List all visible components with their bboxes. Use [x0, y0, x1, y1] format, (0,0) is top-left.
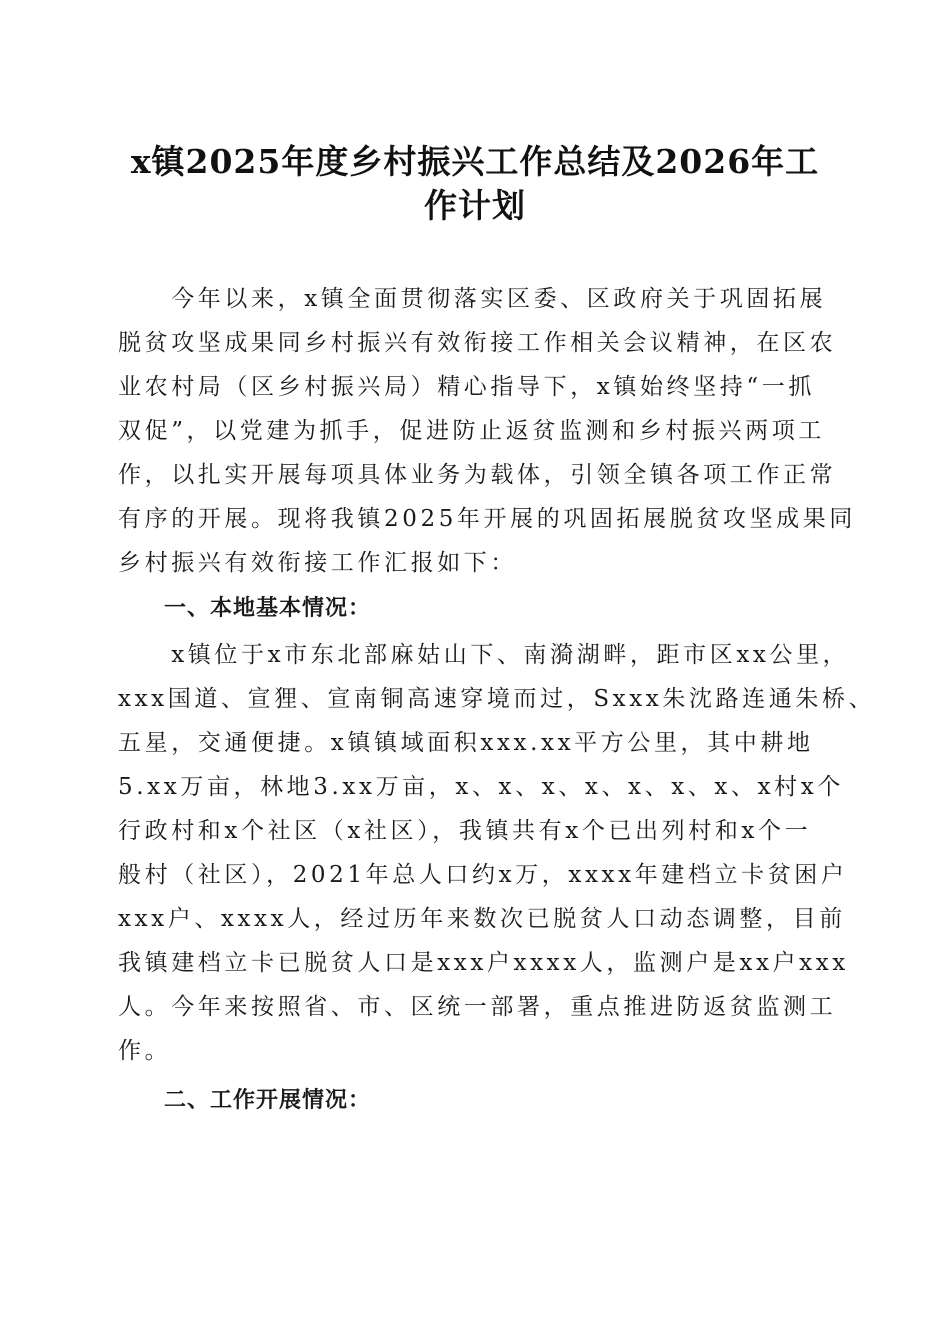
section-1-line-1: x镇位于x市东北部麻姑山下、南漪湖畔，距市区xx公里，	[118, 642, 850, 668]
title-line-1: x镇2025年度乡村振兴工作总结及2026年工	[130, 142, 820, 181]
section-1-line-10: 作。	[118, 1038, 172, 1064]
section-2-heading: 二、工作开展情况：	[118, 1088, 372, 1113]
intro-line-1: 今年以来，x镇全面贯彻落实区委、区政府关于巩固拓展	[118, 286, 827, 312]
document-title	[110, 140, 840, 228]
section-1-line-6: 般村（社区），2021年总人口约x万，xxxx年建档立卡贫困户	[118, 862, 848, 888]
section-1-line-5: 行政村和x个社区（x社区），我镇共有x个已出列村和x个一	[118, 818, 812, 844]
section-1-line-2: xxx国道、宣狸、宣南铜高速穿境而过，Sxxx朱沈路连通朱桥、	[118, 686, 876, 712]
intro-line-5: 作，以扎实开展每项具体业务为载体，引领全镇各项工作正常	[118, 462, 837, 488]
intro-line-2: 脱贫攻坚成果同乡村振兴有效衔接工作相关会议精神，在区农	[118, 330, 837, 356]
section-1-line-8: 我镇建档立卡已脱贫人口是xxx户xxxx人，监测户是xx户xxx	[118, 950, 849, 976]
intro-line-3: 业农村局（区乡村振兴局）精心指导下，x镇始终坚持“一抓	[118, 374, 815, 400]
section-1-line-3: 五星，交通便捷。x镇镇域面积xxx.xx平方公里，其中耕地	[118, 730, 814, 756]
section-1-line-4: 5.xx万亩，林地3.xx万亩，x、x、x、x、x、x、x、x村x个	[118, 774, 844, 800]
section-1-line-9: 人。今年来按照省、市、区统一部署，重点推进防返贫监测工	[118, 994, 837, 1020]
title-line-2: 作计划	[424, 186, 526, 225]
section-1-line-7: xxx户、xxxx人，经过历年来数次已脱贫人口动态调整，目前	[118, 906, 846, 932]
intro-line-4: 双促”，以党建为抓手，促进防止返贫监测和乡村振兴两项工	[118, 418, 825, 444]
intro-line-7: 乡村振兴有效衔接工作汇报如下：	[118, 550, 517, 576]
intro-line-6: 有序的开展。现将我镇2025年开展的巩固拓展脱贫攻坚成果同	[118, 506, 856, 532]
section-1-heading: 一、本地基本情况：	[118, 596, 372, 621]
